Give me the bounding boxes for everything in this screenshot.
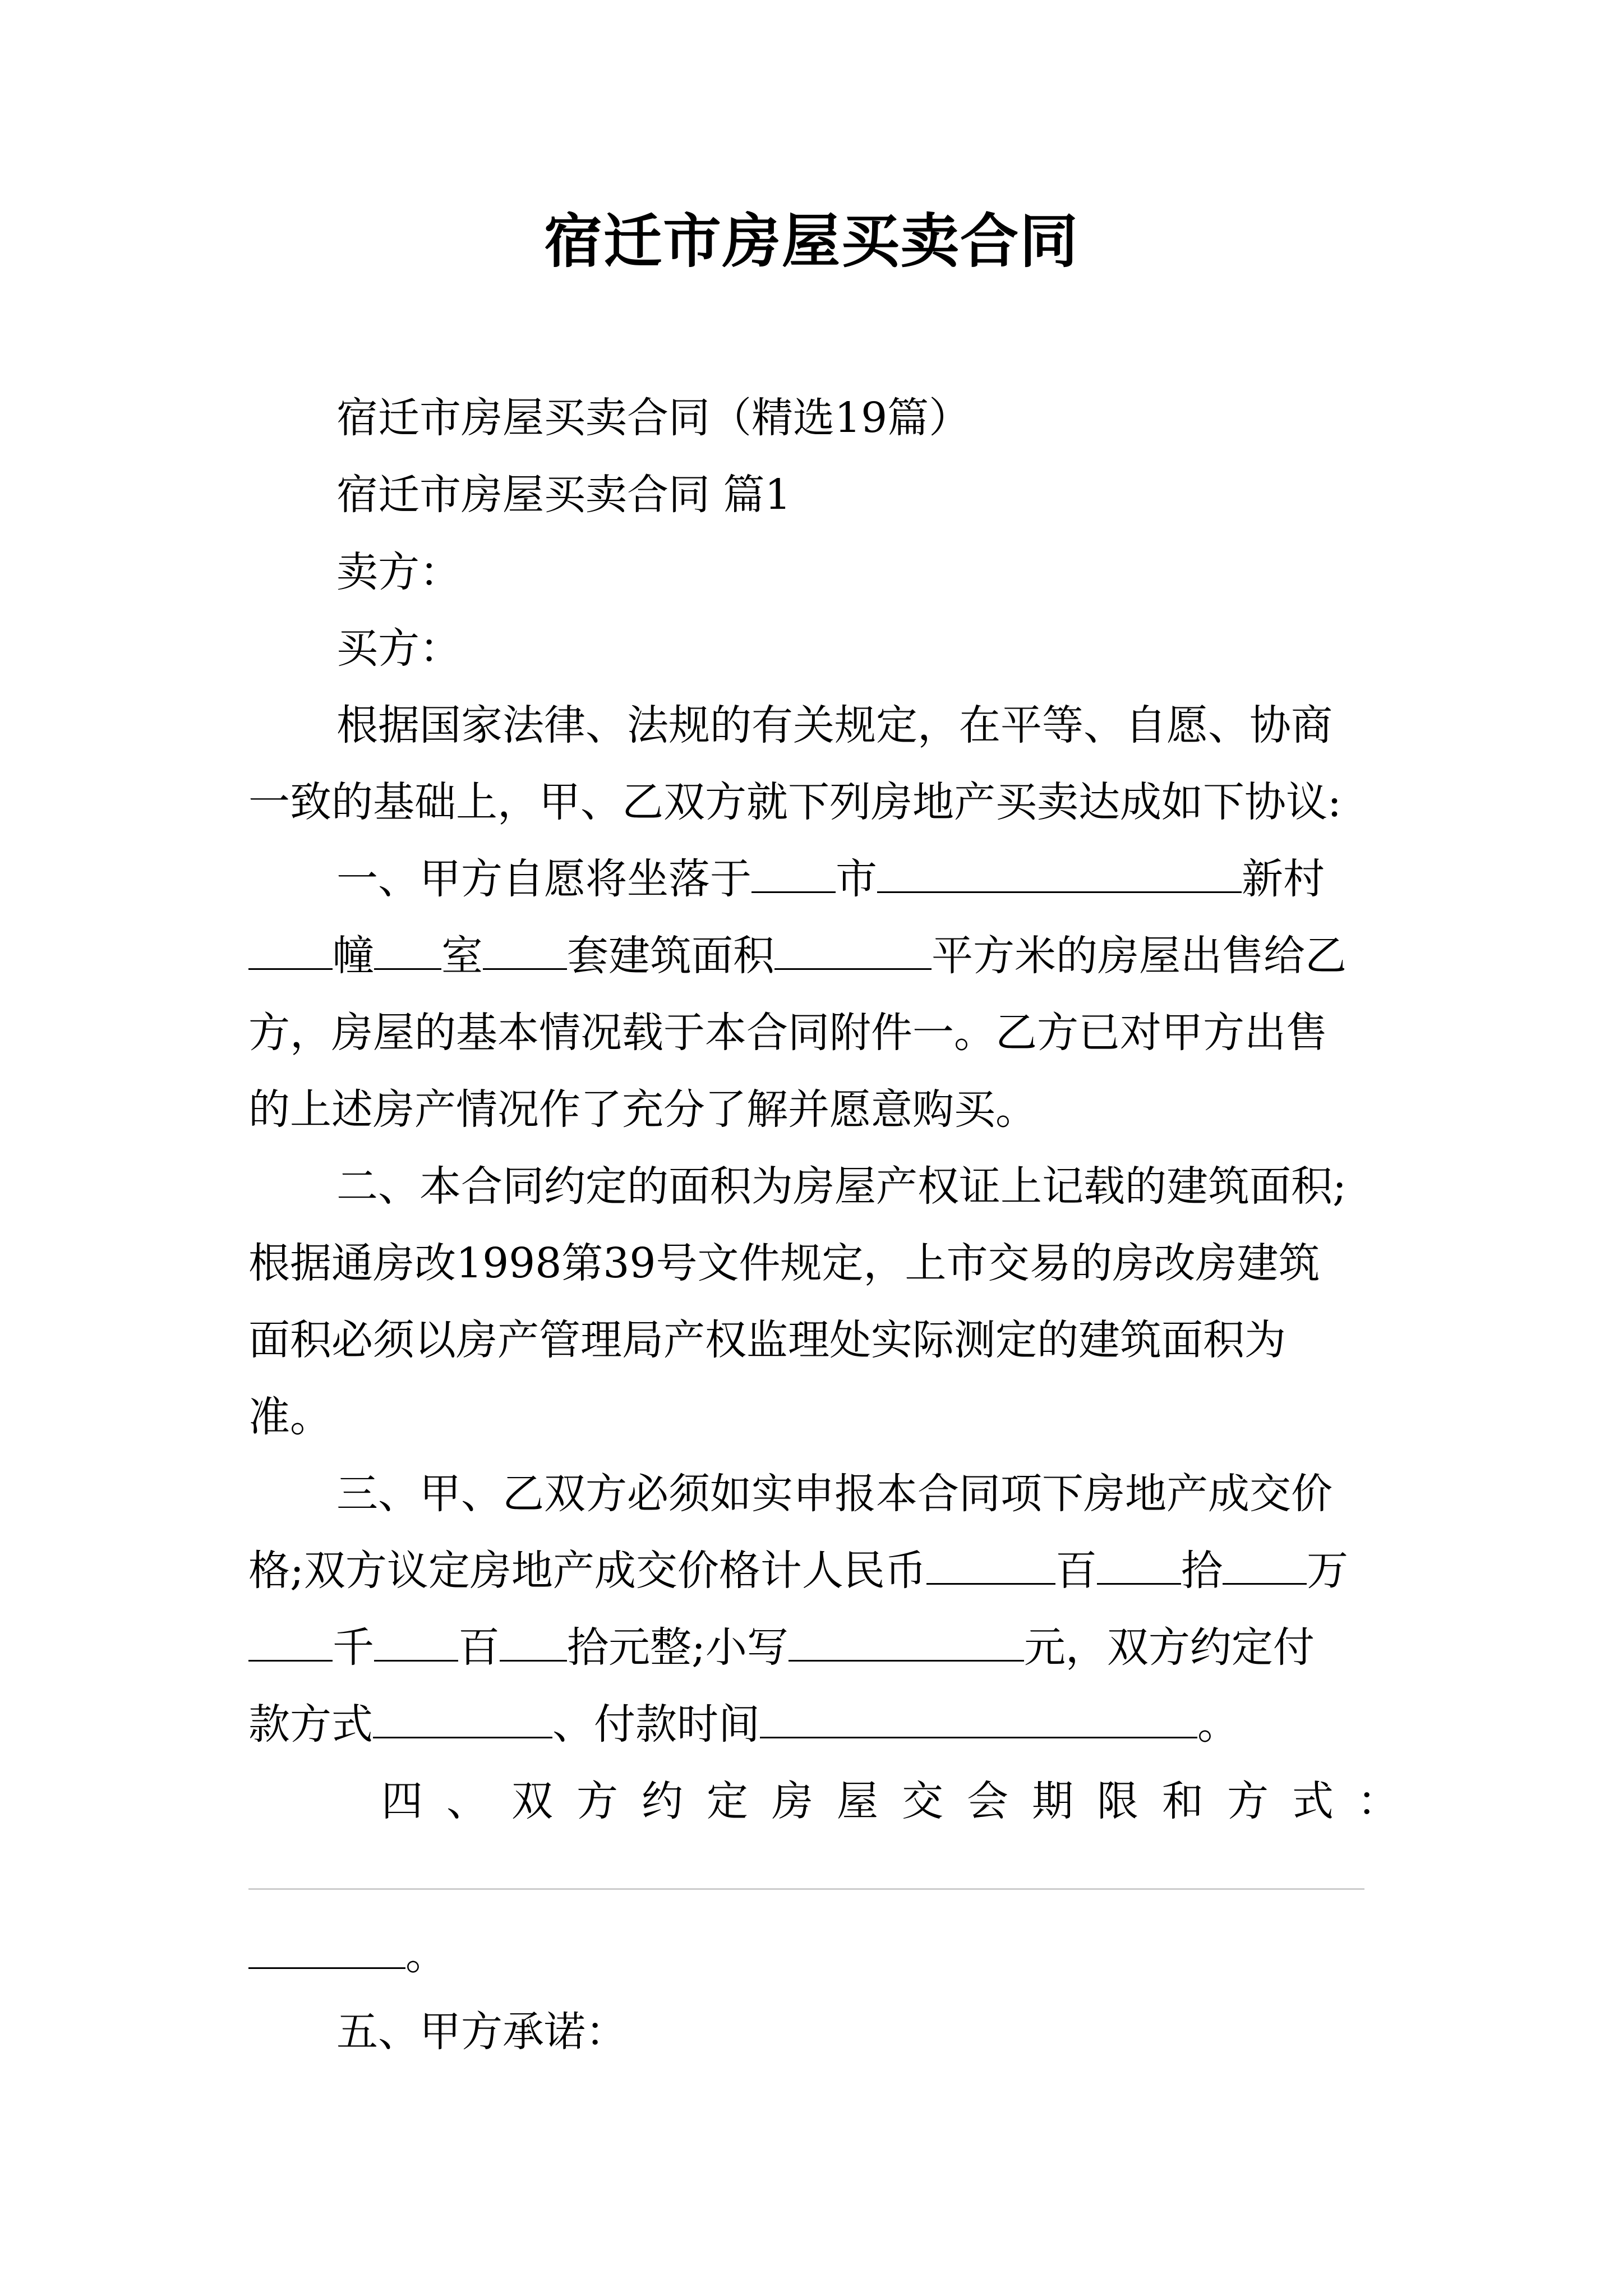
blank-payment-method[interactable] [373, 1702, 552, 1738]
blank-amount-numeric[interactable] [789, 1625, 1024, 1662]
clause-4-heading: 四、双方约定房屋交会期限和方式： [381, 1777, 1422, 1825]
buyer-label: 买方： [336, 624, 461, 673]
blank-area[interactable] [774, 933, 932, 970]
clause-2-line-3: 面积必须以房产管理局产权监理处实际测定的建筑面积为 [248, 1316, 1286, 1364]
blank-thousand[interactable] [248, 1625, 333, 1662]
document-title: 宿迁市房屋买卖合同 [543, 206, 1079, 275]
preamble-line-2: 一致的基础上，甲、乙双方就下列房地产买卖达成如下协议: [248, 778, 1341, 826]
blank-hundred-wan[interactable] [926, 1548, 1055, 1585]
blank-delivery-terms-end[interactable] [248, 1932, 405, 1969]
clause-2-line-2: 根据通房改1998第39号文件规定，上市交易的房改房建筑 [248, 1239, 1320, 1287]
clause-1-line-4: 的上述房产情况作了充分了解并愿意购买。 [248, 1085, 1037, 1134]
blank-ten[interactable] [500, 1625, 567, 1662]
clause-1-line-2: 幢 室 套建筑面积 平方米的房屋出售给乙 [248, 928, 1387, 984]
blank-ten-wan[interactable] [1097, 1548, 1181, 1585]
clause-2-line-1: 二、本合同约定的面积为房屋产权证上记载的建筑面积; [336, 1162, 1347, 1211]
blank-unit[interactable] [483, 933, 567, 970]
clause-2-line-4: 准。 [248, 1393, 331, 1441]
clause-1-line-3: 方，房屋的基本情况载于本合同附件一。乙方已对甲方出售 [248, 1009, 1327, 1057]
blank-delivery-terms[interactable] [248, 1888, 1364, 1890]
clause-3-line-2: 格;双方议定房地产成交价格计人民币 百 拾 万 [248, 1547, 1348, 1595]
blank-building[interactable] [248, 933, 333, 970]
blank-room[interactable] [374, 933, 441, 970]
clause-5-heading: 五、甲方承诺： [336, 2008, 627, 2056]
preamble-line-1: 根据国家法律、法规的有关规定，在平等、自愿、协商 [336, 701, 1332, 749]
seller-label: 卖方： [336, 548, 461, 596]
blank-payment-time[interactable] [760, 1702, 1197, 1738]
clause-3-line-3: 千 百 拾元整;小写 元，双方约定付 [248, 1619, 1387, 1676]
blank-city[interactable] [751, 857, 836, 893]
blank-wan[interactable] [1223, 1548, 1307, 1585]
clause-3-line-4: 款方式 、付款时间 。 [248, 1700, 1239, 1749]
section-heading: 宿迁市房屋买卖合同 篇1 [336, 471, 791, 519]
collection-heading: 宿迁市房屋买卖合同（精选19篇） [336, 394, 971, 442]
blank-village[interactable] [877, 857, 1242, 893]
clause-1-line-1: 一、甲方自愿将坐落于 市 新村 [336, 855, 1325, 903]
blank-hundred[interactable] [374, 1625, 458, 1662]
clause-3-line-1: 三、甲、乙双方必须如实申报本合同项下房地产成交价 [336, 1470, 1332, 1518]
clause-4-line-3: 。 [248, 1927, 1387, 1983]
